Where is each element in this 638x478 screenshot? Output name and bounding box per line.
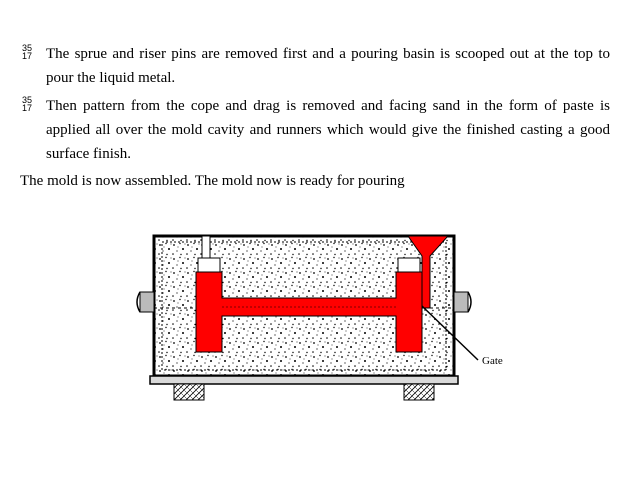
support-block-right — [404, 384, 434, 400]
bullet-text: Then pattern from the cope and drag is removed and facing sand in the form of paste is applied all over the mold cavity and runners which would give the finished casting a good surface finish. — [46, 98, 610, 162]
bullet-item-1 — [20, 42, 620, 90]
flask-handle-right-icon — [454, 292, 471, 312]
riser-right — [398, 258, 420, 272]
summary-paragraph: The mold is now assembled. The mold now is ready for pouring — [20, 173, 405, 189]
riser-left — [198, 258, 220, 272]
mold-diagram — [130, 228, 530, 408]
bullet-marker-bottom: 17 — [21, 103, 32, 113]
support-block-left — [174, 384, 204, 400]
bullet-marker-icon — [20, 44, 34, 60]
bullet-marker-bottom: 17 — [21, 51, 32, 61]
gate-label: Gate — [482, 355, 503, 367]
bullet-marker-top: 35 — [21, 43, 32, 53]
bullet-marker-top: 35 — [21, 95, 32, 105]
bullet-marker-icon — [20, 96, 34, 112]
sprue-opening — [202, 236, 210, 258]
flask-handle-left-icon — [137, 292, 154, 312]
bottom-board — [150, 376, 458, 384]
bullet-text: The sprue and riser pins are removed first and a pouring basin is scooped out at the top to pour the liquid metal. — [46, 46, 610, 86]
bullet-item-2 — [20, 94, 620, 166]
